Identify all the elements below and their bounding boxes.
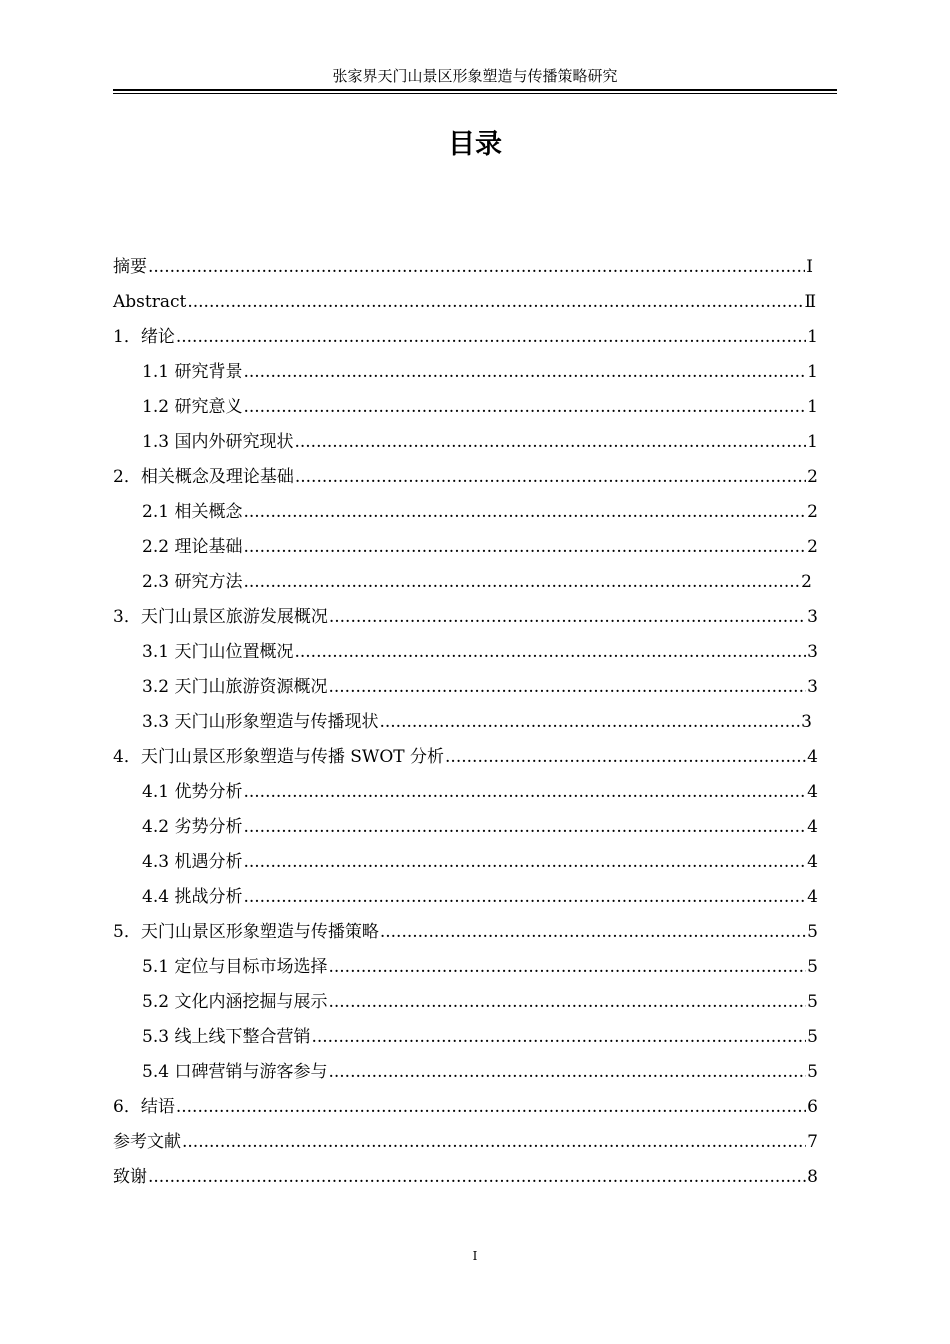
toc-leader-dots: [380, 915, 806, 950]
toc-entry-page: 2: [807, 467, 818, 487]
toc-entry-label: 摘要: [113, 257, 147, 277]
toc-leader-dots: [243, 845, 806, 880]
toc-entry-label: 3．天门山景区旅游发展概况: [113, 607, 328, 627]
toc-entry-label: 4.1 优势分析: [142, 782, 243, 802]
toc-entry-page: 2: [807, 502, 818, 522]
toc-entry-label: 参考文献: [113, 1132, 181, 1152]
running-header: 张家界天门山景区形象塑造与传播策略研究: [332, 67, 618, 85]
toc-leader-dots: [328, 670, 806, 705]
toc-entry-page: 1: [807, 397, 818, 417]
toc-leader-dots: [148, 1160, 806, 1195]
toc-entry-page: 5: [807, 992, 818, 1012]
toc-entry[interactable]: [142, 950, 818, 985]
toc-leader-dots: [243, 565, 800, 600]
toc-entry-page: 2: [801, 572, 812, 592]
toc-entry-label: 5．天门山景区形象塑造与传播策略: [113, 922, 379, 942]
toc-entry[interactable]: [142, 390, 818, 425]
toc-entry[interactable]: [113, 460, 818, 495]
toc-leader-dots: [295, 460, 806, 495]
toc-leader-dots: [243, 495, 806, 530]
toc-entry-page: 5: [807, 1027, 818, 1047]
toc-entry-label: 3.3 天门山形象塑造与传播现状: [142, 712, 379, 732]
toc-leader-dots: [329, 600, 806, 635]
toc-entry-page: 3: [801, 712, 812, 732]
page-number: I: [472, 1249, 478, 1263]
toc-entry-label: 5.1 定位与目标市场选择: [142, 957, 328, 977]
toc-entry[interactable]: [113, 250, 813, 285]
toc-entry[interactable]: [113, 740, 818, 775]
toc-entry-label: 5.2 文化内涵挖掘与展示: [142, 992, 328, 1012]
toc-leader-dots: [243, 530, 806, 565]
toc-entry[interactable]: [113, 915, 818, 950]
toc-entry[interactable]: [142, 880, 818, 915]
toc-leader-dots: [311, 1020, 806, 1055]
toc-entry[interactable]: [142, 775, 818, 810]
toc-entry-page: 4: [807, 887, 818, 907]
toc-leader-dots: [243, 810, 806, 845]
header-rule-thick: [113, 89, 837, 91]
toc-entry[interactable]: [113, 1160, 818, 1195]
toc-entry-page: 7: [807, 1132, 818, 1152]
toc-entry[interactable]: [142, 425, 818, 460]
toc-entry-label: 4.3 机遇分析: [142, 852, 243, 872]
toc-entry[interactable]: [142, 635, 818, 670]
toc-leader-dots: [294, 635, 806, 670]
toc-entry[interactable]: [113, 600, 818, 635]
toc-entry-label: 5.3 线上线下整合营销: [142, 1027, 311, 1047]
toc-entry[interactable]: [142, 670, 818, 705]
toc-entry-label: 4.2 劣势分析: [142, 817, 243, 837]
toc-entry[interactable]: [142, 810, 818, 845]
toc-entry[interactable]: [142, 1055, 818, 1090]
toc-entry[interactable]: [142, 1020, 818, 1055]
toc-entry-page: 5: [807, 1062, 818, 1082]
toc-leader-dots: [243, 880, 806, 915]
toc-entry-label: Abstract: [113, 292, 187, 312]
toc-entry[interactable]: [142, 705, 812, 740]
toc-entry-page: 3: [807, 607, 818, 627]
toc-entry-label: 2.2 理论基础: [142, 537, 243, 557]
toc-entry-label: 2.1 相关概念: [142, 502, 243, 522]
toc-entry-page: 4: [807, 817, 818, 837]
toc-entry-page: 3: [807, 677, 818, 697]
toc-entry[interactable]: [142, 530, 818, 565]
toc-entry[interactable]: [142, 355, 818, 390]
toc-entry[interactable]: [142, 565, 812, 600]
toc-leader-dots: [328, 950, 806, 985]
toc-leader-dots: [148, 250, 805, 285]
toc-entry-label: 1.2 研究意义: [142, 397, 243, 417]
toc-entry-page: 1: [807, 362, 818, 382]
header-rule-thin: [113, 93, 837, 94]
toc-entry-page: 6: [807, 1097, 818, 1117]
toc-entry[interactable]: [142, 495, 818, 530]
toc-entry-page: 8: [807, 1167, 818, 1187]
toc-leader-dots: [243, 355, 806, 390]
toc-entry[interactable]: [113, 1125, 818, 1160]
toc-entry-label: 1.3 国内外研究现状: [142, 432, 294, 452]
toc-entry-page: Ⅱ: [804, 292, 816, 312]
toc-entry-page: 5: [807, 957, 818, 977]
toc-leader-dots: [243, 775, 806, 810]
toc-entry-page: 4: [807, 747, 818, 767]
toc-entry-label: 5.4 口碑营销与游客参与: [142, 1062, 328, 1082]
toc-leader-dots: [176, 320, 806, 355]
toc-entry-page: 1: [807, 327, 818, 347]
toc-entry-label: 2．相关概念及理论基础: [113, 467, 294, 487]
toc-entry-label: 1．绪论: [113, 327, 175, 347]
toc-entry-label: 2.3 研究方法: [142, 572, 243, 592]
toc-leader-dots: [187, 285, 803, 320]
toc-entry-page: 4: [807, 782, 818, 802]
toc-entry-page: 4: [807, 852, 818, 872]
toc-entry-label: 3.1 天门山位置概况: [142, 642, 294, 662]
toc-entry[interactable]: [113, 320, 818, 355]
toc-entry-label: 4．天门山景区形象塑造与传播 SWOT 分析: [113, 747, 445, 767]
toc-leader-dots: [176, 1090, 806, 1125]
toc-leader-dots: [294, 425, 806, 460]
toc-entry[interactable]: [113, 285, 816, 320]
toc-entry-page: Ⅰ: [806, 257, 813, 277]
toc-entry[interactable]: [142, 845, 818, 880]
toc-leader-dots: [379, 705, 800, 740]
toc-entry-label: 4.4 挑战分析: [142, 887, 243, 907]
toc-leader-dots: [445, 740, 806, 775]
page-title: 目录: [448, 129, 502, 160]
toc-entry-label: 6．结语: [113, 1097, 175, 1117]
toc-entry-page: 3: [807, 642, 818, 662]
toc-entry-page: 1: [807, 432, 818, 452]
toc-entry[interactable]: [142, 985, 818, 1020]
toc-entry-label: 3.2 天门山旅游资源概况: [142, 677, 328, 697]
toc-entry[interactable]: [113, 1090, 818, 1125]
toc-entry-page: 5: [807, 922, 818, 942]
toc-leader-dots: [243, 390, 806, 425]
toc-leader-dots: [328, 985, 806, 1020]
toc-entry-label: 1.1 研究背景: [142, 362, 243, 382]
toc-leader-dots: [182, 1125, 806, 1160]
toc-entry-page: 2: [807, 537, 818, 557]
toc-leader-dots: [328, 1055, 806, 1090]
toc-entry-label: 致谢: [113, 1167, 147, 1187]
